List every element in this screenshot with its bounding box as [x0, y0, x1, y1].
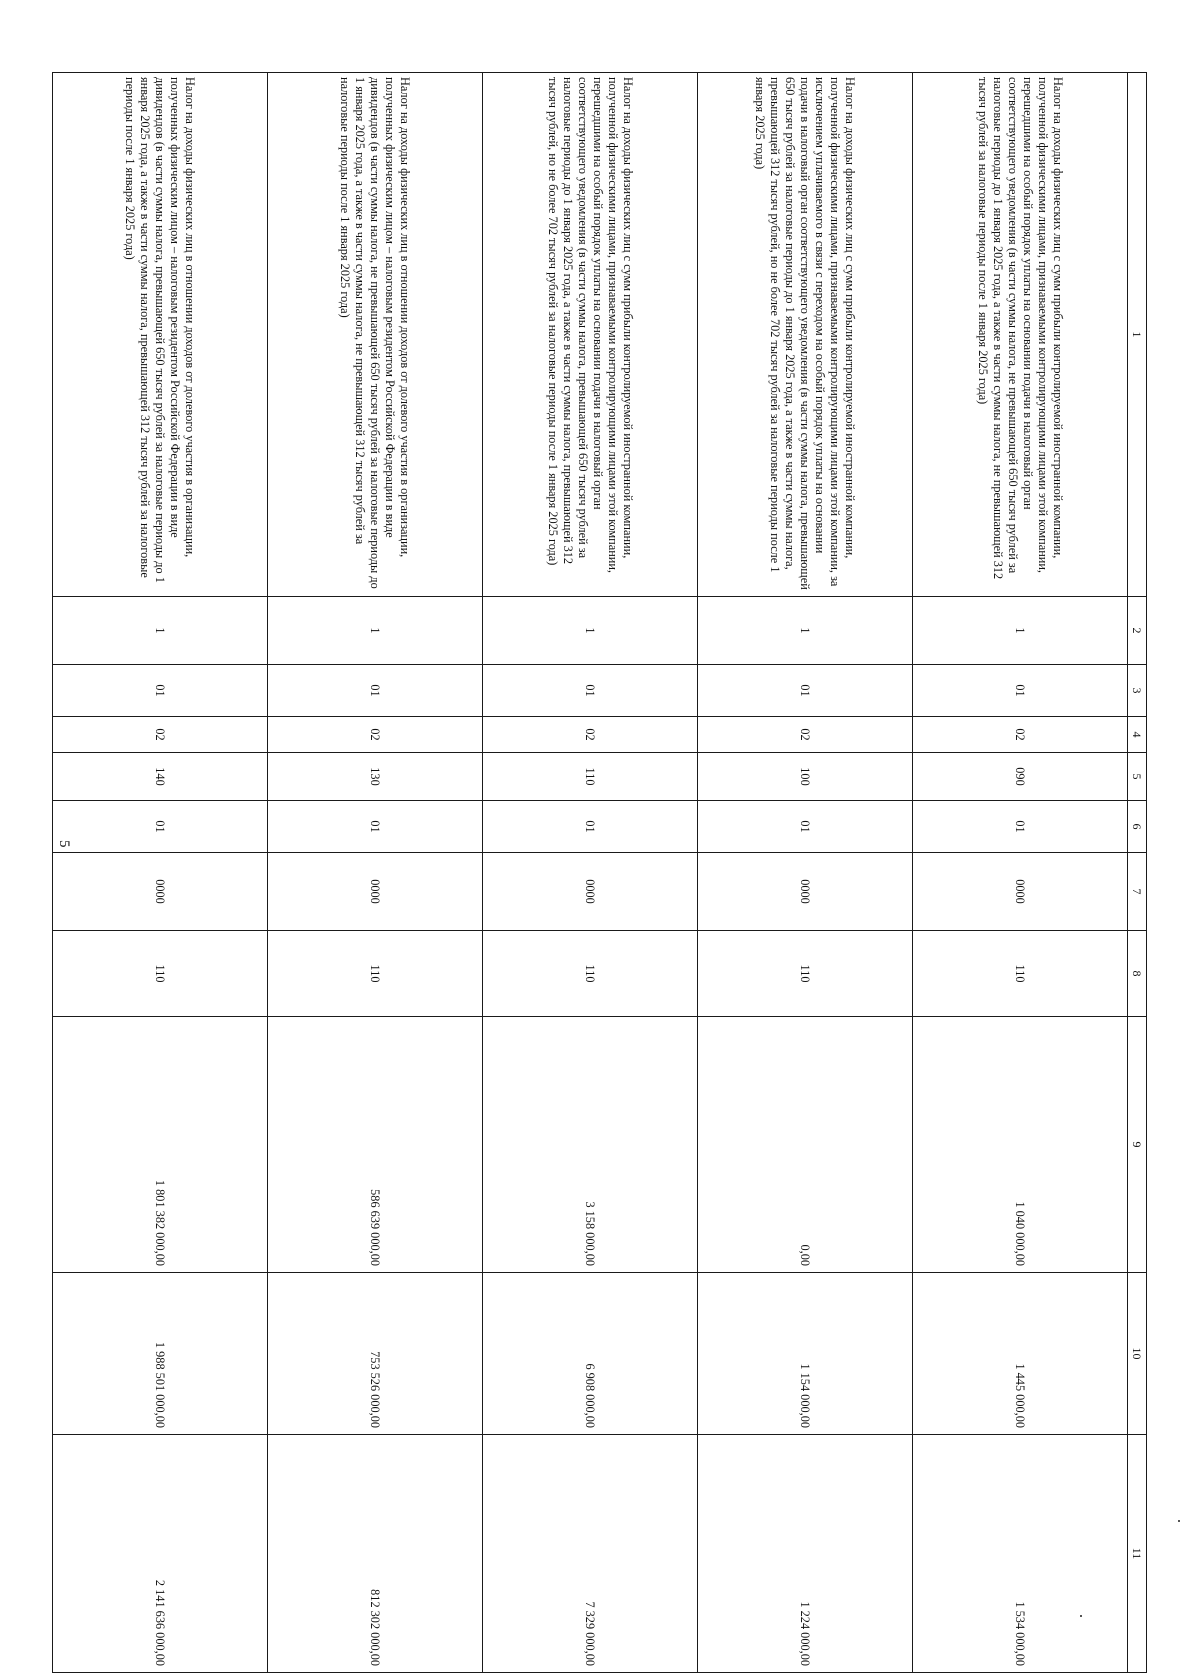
- code-cell: 110: [483, 753, 698, 801]
- amount-cell: 1 445 000,00: [913, 1273, 1128, 1435]
- code-cell: 110: [483, 931, 698, 1017]
- code-cell: 02: [268, 717, 483, 753]
- amount-cell: 1 154 000,00: [698, 1273, 913, 1435]
- amount-cell: 6 908 000,00: [483, 1273, 698, 1435]
- code-cell: 130: [268, 753, 483, 801]
- code-cell: 090: [913, 753, 1128, 801]
- code-cell: 01: [483, 665, 698, 717]
- column-number: 3: [1128, 665, 1147, 717]
- table-row: [913, 73, 1128, 1673]
- code-cell: 140: [53, 753, 268, 801]
- code-cell: 01: [268, 665, 483, 717]
- amount-cell: 1 801 382 000,00: [53, 1017, 268, 1273]
- amount-cell: 1 534 000,00: [913, 1435, 1128, 1673]
- code-cell: 01: [483, 801, 698, 853]
- table-row: [53, 73, 268, 1673]
- amount-cell: 753 526 000,00: [268, 1273, 483, 1435]
- table-row: [268, 73, 483, 1673]
- code-cell: 1: [268, 597, 483, 665]
- amount-cell: 1 224 000,00: [698, 1435, 913, 1673]
- code-cell: 1: [698, 597, 913, 665]
- column-number: 10: [1128, 1273, 1147, 1435]
- code-cell: 0000: [913, 853, 1128, 931]
- income-description-cell: Налог на доходы физических лиц в отношении доходов от долевого участия в организации, полученных физическим лицом – налоговым резидентом Российской Федерации в виде дивидендов (в части суммы налога, не превышающей 650 тысяч рублей за налоговые периоды до 1 января 2025 года, а также в части суммы налога, не превышающей 312 тысяч рублей за налоговые периоды после 1 января 2025 года): [268, 73, 483, 597]
- code-cell: 110: [53, 931, 268, 1017]
- column-number: 5: [1128, 753, 1147, 801]
- column-number: 1: [1128, 73, 1147, 597]
- column-number: 2: [1128, 597, 1147, 665]
- amount-cell: 2 141 636 000,00: [53, 1435, 268, 1673]
- code-cell: 1: [483, 597, 698, 665]
- code-cell: 01: [268, 801, 483, 853]
- table-row: [483, 73, 698, 1673]
- code-cell: 01: [698, 665, 913, 717]
- code-cell: 0000: [53, 853, 268, 931]
- code-cell: 01: [53, 801, 268, 853]
- column-number: 11: [1128, 1435, 1147, 1673]
- amount-cell: 586 639 000,00: [268, 1017, 483, 1273]
- amount-cell: 7 329 000,00: [483, 1435, 698, 1673]
- code-cell: 1: [53, 597, 268, 665]
- income-description-cell: Налог на доходы физических лиц с сумм прибыли контролируемой иностранной компании, полученной физическими лицами, признаваемыми контролирующими лицами этой компании, за исключением уплачиваемого в связи с переходом на особый порядок уплаты на основании подачи в налоговый орган соответствующего уведомления (в части суммы налога, превышающей 650 тысяч рублей за налоговые периоды до 1 января 2025 года, а также в части суммы налога, превышающей 312 тысяч рублей, но не более 702 тысяч рублей за налоговые периоды после 1 января 2025 года): [698, 73, 913, 597]
- code-cell: 0000: [483, 853, 698, 931]
- code-cell: 01: [913, 665, 1128, 717]
- amount-cell: 0,00: [698, 1017, 913, 1273]
- income-description-cell: Налог на доходы физических лиц с сумм прибыли контролируемой иностранной компании, полученной физическими лицами, признаваемыми контролирующими лицами этой компании, перешедшими на особый порядок уплаты на основании подачи в налоговый орган соответствующего уведомления (в части суммы налога, превышающей 650 тысяч рублей за налоговые периоды до 1 января 2025 года, а также в части суммы налога, превышающей 312 тысяч рублей, но не более 702 тысяч рублей за налоговые периоды после 1 января 2025 года): [483, 73, 698, 597]
- code-cell: 100: [698, 753, 913, 801]
- code-cell: 01: [53, 665, 268, 717]
- page-number: 5: [56, 840, 72, 848]
- code-cell: 02: [698, 717, 913, 753]
- code-cell: 0000: [268, 853, 483, 931]
- scan-speck: [1080, 1615, 1082, 1617]
- amount-cell: 3 158 000,00: [483, 1017, 698, 1273]
- code-cell: 02: [913, 717, 1128, 753]
- column-number: 6: [1128, 801, 1147, 853]
- code-cell: 110: [268, 931, 483, 1017]
- table-row: [698, 73, 913, 1673]
- code-cell: 110: [913, 931, 1128, 1017]
- budget-table: [52, 72, 1147, 1673]
- code-cell: 01: [913, 801, 1128, 853]
- column-number: 7: [1128, 853, 1147, 931]
- code-cell: 110: [698, 931, 913, 1017]
- column-number: 8: [1128, 931, 1147, 1017]
- income-description-cell: Налог на доходы физических лиц в отношении доходов от долевого участия в организации, полученных физическим лицом – налоговым резидентом Российской Федерации в виде дивидендов (в части суммы налога, превышающей 650 тысяч рублей за налоговые периоды до 1 января 2025 года, а также в части суммы налога, превышающей 312 тысяч рублей за налоговые периоды после 1 января 2025 года): [53, 73, 268, 597]
- code-cell: 1: [913, 597, 1128, 665]
- code-cell: 02: [483, 717, 698, 753]
- code-cell: 01: [698, 801, 913, 853]
- column-number: 9: [1128, 1017, 1147, 1273]
- column-number-row: [1128, 73, 1147, 1673]
- amount-cell: 1 040 000,00: [913, 1017, 1128, 1273]
- column-number: 4: [1128, 717, 1147, 753]
- amount-cell: 1 988 501 000,00: [53, 1273, 268, 1435]
- code-cell: 02: [53, 717, 268, 753]
- income-description-cell: Налог на доходы физических лиц с сумм прибыли контролируемой иностранной компании, полученной физическими лицами, признаваемыми контролирующими лицами этой компании, перешедшими на особый порядок уплаты на основании подачи в налоговый орган соответствующего уведомления (в части суммы налога, не превышающей 650 тысяч рублей за налоговые периоды до 1 января 2025 года, а также в части суммы налога, не превышающей 312 тысяч рублей за налоговые периоды после 1 января 2025 года): [913, 73, 1128, 597]
- scan-speck: [1178, 1520, 1180, 1522]
- code-cell: 0000: [698, 853, 913, 931]
- amount-cell: 812 302 000,00: [268, 1435, 483, 1673]
